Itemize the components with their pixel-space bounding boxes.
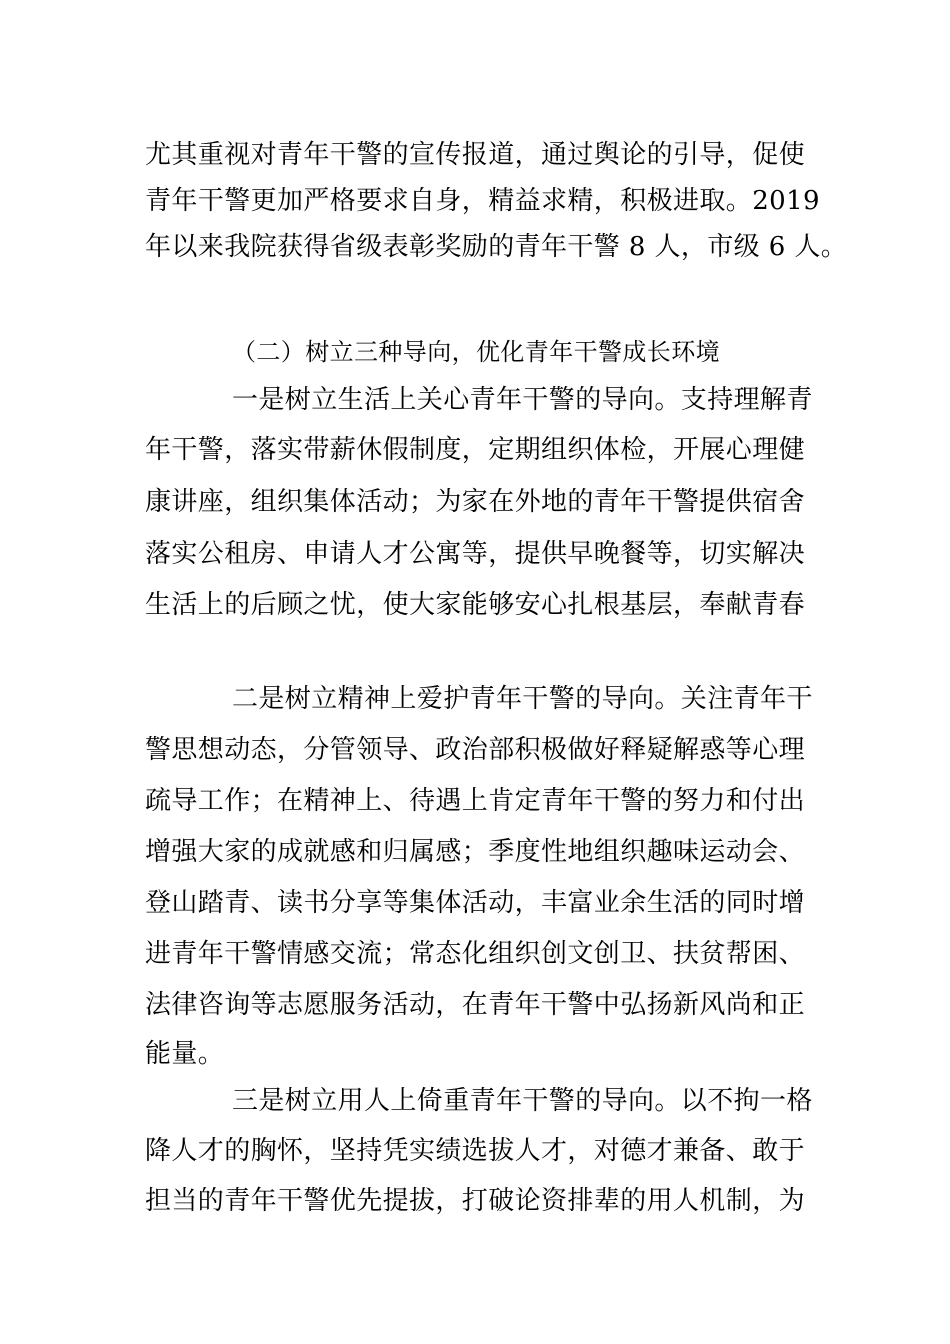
paragraph-line: 青年干警更加严格要求自身，精益求精，积极进取。2019: [145, 186, 820, 216]
paragraph-line: 尤其重视对青年干警的宣传报道，通过舆论的引导，促使: [145, 140, 806, 170]
paragraph-line: 二是树立精神上爱护青年干警的导向。关注青年干: [232, 684, 813, 714]
paragraph-line: 担当的青年干警优先提拔，打破论资排辈的用人机制，为: [145, 1186, 806, 1216]
paragraph-line: 法律咨询等志愿服务活动，在青年干警中弘扬新风尚和正: [145, 990, 806, 1020]
paragraph-line: 落实公租房、申请人才公寓等，提供早晚餐等，切实解决: [145, 539, 806, 569]
paragraph-line: 年干警，落实带薪休假制度，定期组织体检，开展心理健: [145, 435, 806, 465]
paragraph-line: 增强大家的成就感和归属感；季度性地组织趣味运动会、: [145, 837, 806, 867]
paragraph-line: 一是树立生活上关心青年干警的导向。支持理解青: [232, 385, 813, 415]
paragraph-line: 登山踏青、读书分享等集体活动，丰富业余生活的同时增: [145, 888, 806, 918]
paragraph-line: 生活上的后顾之忧，使大家能够安心扎根基层，奉献青春: [145, 590, 806, 620]
paragraph-line: 进青年干警情感交流；常态化组织创文创卫、扶贫帮困、: [145, 939, 806, 969]
paragraph-line: 警思想动态，分管领导、政治部积极做好释疑解惑等心理: [145, 735, 806, 765]
paragraph-line: 年以来我院获得省级表彰奖励的青年干警 8 人，市级 6 人。: [145, 232, 848, 262]
paragraph-line: 能量。: [145, 1039, 225, 1069]
paragraph-line: 三是树立用人上倚重青年干警的导向。以不拘一格: [232, 1086, 813, 1116]
paragraph-line: 康讲座，组织集体活动；为家在外地的青年干警提供宿舍: [145, 487, 806, 517]
section-heading: （二）树立三种导向，优化青年干警成长环境: [232, 338, 720, 366]
paragraph-line: 疏导工作；在精神上、待遇上肯定青年干警的努力和付出: [145, 786, 806, 816]
paragraph-line: 降人才的胸怀，坚持凭实绩选拔人才，对德才兼备、敢于: [145, 1136, 806, 1166]
